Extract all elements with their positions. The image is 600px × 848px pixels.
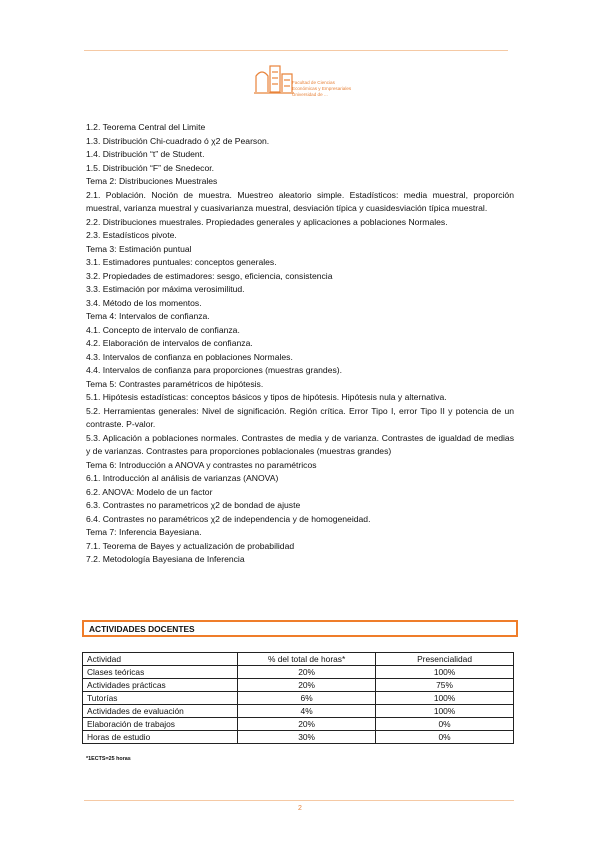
header-rule — [84, 50, 508, 51]
column-header: % del total de horas* — [238, 653, 376, 666]
table-cell: Actividades prácticas — [83, 679, 238, 692]
content-line: 3.2. Propiedades de estimadores: sesgo, eficiencia, consistencia — [86, 270, 333, 281]
content-line: 6.3. Contrastes no parametricos χ2 de bondad de ajuste — [86, 500, 301, 510]
content-line: 2.1. Población. Noción de muestra. Muestreo aleatorio simple. Estadísticos: media muestral, proporción muestral, varianza muestral y cuasivarianza muestral, desviación típica y cuasidesviación típica muestral. — [86, 189, 514, 213]
table-cell: 6% — [238, 692, 376, 705]
content-line: 2.2. Distribuciones muestrales. Propiedades generales y aplicaciones a poblaciones Normales. — [86, 216, 448, 227]
topic-heading: Tema 4: Intervalos de confianza. — [86, 311, 210, 321]
content-line: 1.2. Teorema Central del Limite — [86, 122, 206, 132]
footer-rule — [84, 800, 514, 801]
content-line: 6.4. Contrastes no paramétricos χ2 de independencia y de homogeneidad. — [86, 513, 371, 524]
faculty-logo — [252, 58, 352, 108]
logo-text-line: Facultad de Ciencias — [292, 80, 335, 85]
topic-heading: Tema 2: Distribuciones Muestrales — [86, 176, 218, 186]
table-row — [83, 731, 514, 744]
table-cell: Clases teóricas — [83, 666, 238, 679]
content-line: 3.1. Estimadores puntuales: conceptos generales. — [86, 257, 277, 267]
topic-heading: Tema 7: Inferencia Bayesiana. — [86, 527, 202, 537]
table-row — [83, 705, 514, 718]
table-header-row — [83, 653, 514, 666]
table-cell: 0% — [376, 731, 514, 744]
activities-table — [82, 652, 514, 744]
syllabus-content — [86, 121, 514, 567]
column-header: Presencialidad — [376, 653, 514, 666]
content-line: 7.1. Teorema de Bayes y actualización de probabilidad — [86, 540, 295, 551]
table-cell: 20% — [238, 666, 376, 679]
table-cell: 4% — [238, 705, 376, 718]
building-icon — [254, 62, 294, 94]
content-line: 4.3. Intervalos de confianza en poblaciones Normales. — [86, 351, 293, 362]
table-cell: 100% — [376, 692, 514, 705]
table-cell: Horas de estudio — [83, 731, 238, 744]
content-line: 5.1. Hipótesis estadísticas: conceptos básicos y tipos de hipótesis. Hipótesis nula y alternativa. — [86, 392, 447, 402]
content-line: 7.2. Metodología Bayesiana de Inferencia — [86, 554, 245, 564]
ects-footnote: *1ECTS=25 horas — [86, 756, 131, 762]
table-cell: 75% — [376, 679, 514, 692]
content-line: 2.3. Estadísticos pivote. — [86, 230, 177, 240]
table-cell: Tutorías — [83, 692, 238, 705]
content-line: 5.2. Herramientas generales: Nivel de significación. Región crítica. Error Tipo I, error Tipo II y potencia de un contraste. P-valor. — [86, 405, 514, 429]
table-cell: Actividades de evaluación — [83, 705, 238, 718]
content-line: 3.4. Método de los momentos. — [86, 297, 202, 308]
content-line: 4.2. Elaboración de intervalos de confianza. — [86, 338, 253, 348]
activities-section-header — [82, 620, 518, 637]
table-row — [83, 666, 514, 679]
logo-text-line: Económicas y Empresariales — [292, 86, 352, 91]
content-line: 6.2. ANOVA: Modelo de un factor — [86, 486, 213, 497]
content-line: 5.3. Aplicación a poblaciones normales. Contrastes de media y de varianza. Contrastes de igualdad de medias y de varianzas. Contrastes para proporciones poblacionales (muestras grandes) — [86, 432, 514, 456]
content-line: 1.3. Distribución Chi-cuadrado ó χ2 de Pearson. — [86, 135, 270, 146]
logo-text-line: Universidad de ... — [292, 92, 328, 97]
table-cell: 0% — [376, 718, 514, 731]
topic-heading: Tema 5: Contrastes paramétricos de hipótesis. — [86, 378, 264, 389]
page-number: 2 — [298, 805, 302, 812]
section-title: ACTIVIDADES DOCENTES — [89, 624, 195, 634]
content-line: 6.1. Introducción al análisis de varianzas (ANOVA) — [86, 473, 279, 483]
table-cell: 100% — [376, 705, 514, 718]
table-row — [83, 692, 514, 705]
table-cell: 100% — [376, 666, 514, 679]
topic-heading: Tema 3: Estimación puntual — [86, 243, 192, 254]
table-row — [83, 718, 514, 731]
table-cell: 20% — [238, 679, 376, 692]
content-line: 1.5. Distribución “F” de Snedecor. — [86, 162, 215, 173]
topic-heading: Tema 6: Introducción a ANOVA y contrastes no paramétricos — [86, 459, 317, 470]
table-row — [83, 679, 514, 692]
column-header: Actividad — [83, 653, 238, 666]
content-line: 3.3. Estimación por máxima verosimilitud. — [86, 284, 245, 294]
content-line: 1.4. Distribución “t” de Student. — [86, 149, 205, 159]
table-cell: Elaboración de trabajos — [83, 718, 238, 731]
table-cell: 20% — [238, 718, 376, 731]
content-line: 4.4. Intervalos de confianza para proporciones (muestras grandes). — [86, 365, 343, 375]
content-line: 4.1. Concepto de intervalo de confianza. — [86, 324, 240, 335]
table-cell: 30% — [238, 731, 376, 744]
